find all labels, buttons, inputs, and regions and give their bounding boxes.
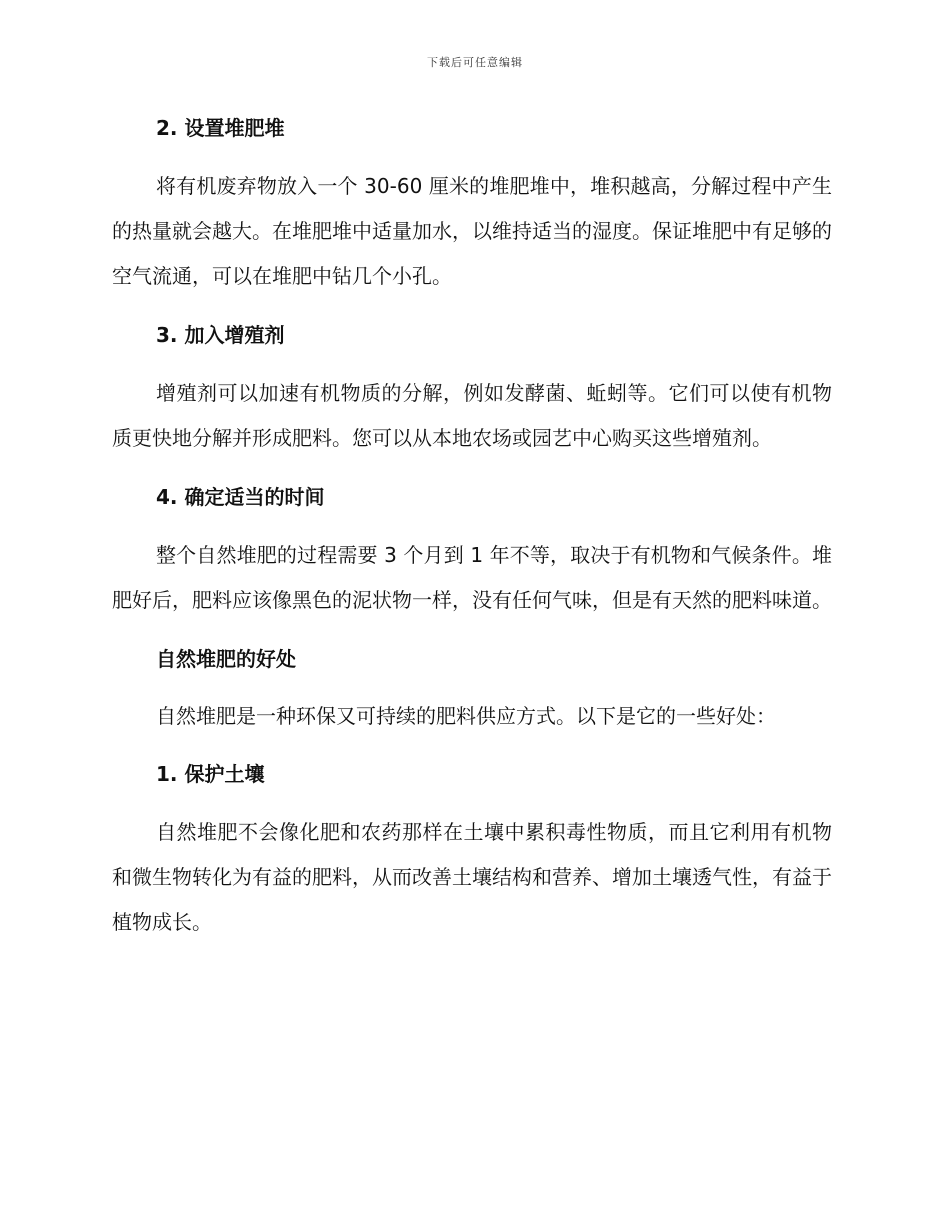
section-heading-protect-soil: 1. 保护土壤 — [156, 762, 265, 786]
paragraph-add-accelerant: 增殖剂可以加速有机物质的分解，例如发酵菌、蚯蚓等。它们可以使有机物质更快地分解并形成肥料。您可以从本地农场或园艺中心购买这些增殖剂。 — [112, 381, 832, 450]
section-heading-benefits: 自然堆肥的好处 — [156, 647, 296, 671]
section-heading-timing: 4. 确定适当的时间 — [156, 485, 325, 509]
paragraph-timing: 整个自然堆肥的过程需要 3 个月到 1 年不等，取决于有机物和气候条件。堆肥好后，肥料应该像黑色的泥状物一样，没有任何气味，但是有天然的肥料味道。 — [112, 543, 832, 612]
paragraph-setup-pile: 将有机废弃物放入一个 30-60 厘米的堆肥堆中，堆积越高，分解过程中产生的热量就会越大。在堆肥堆中适量加水，以维持适当的湿度。保证堆肥中有足够的空气流通，可以在堆肥中钻几个小孔。 — [112, 174, 832, 288]
document-body — [112, 112, 832, 945]
paragraph-protect-soil: 自然堆肥不会像化肥和农药那样在土壤中累积毒性物质，而且它利用有机物和微生物转化为有益的肥料，从而改善土壤结构和营养、增加土壤透气性，有益于植物成长。 — [112, 820, 832, 934]
section-heading-setup-pile: 2. 设置堆肥堆 — [156, 116, 285, 140]
page-header: 下载后可任意编辑 — [427, 56, 523, 69]
section-heading-add-accelerant: 3. 加入增殖剂 — [156, 323, 285, 347]
paragraph-benefits-intro: 自然堆肥是一种环保又可持续的肥料供应方式。以下是它的一些好处： — [156, 704, 776, 728]
